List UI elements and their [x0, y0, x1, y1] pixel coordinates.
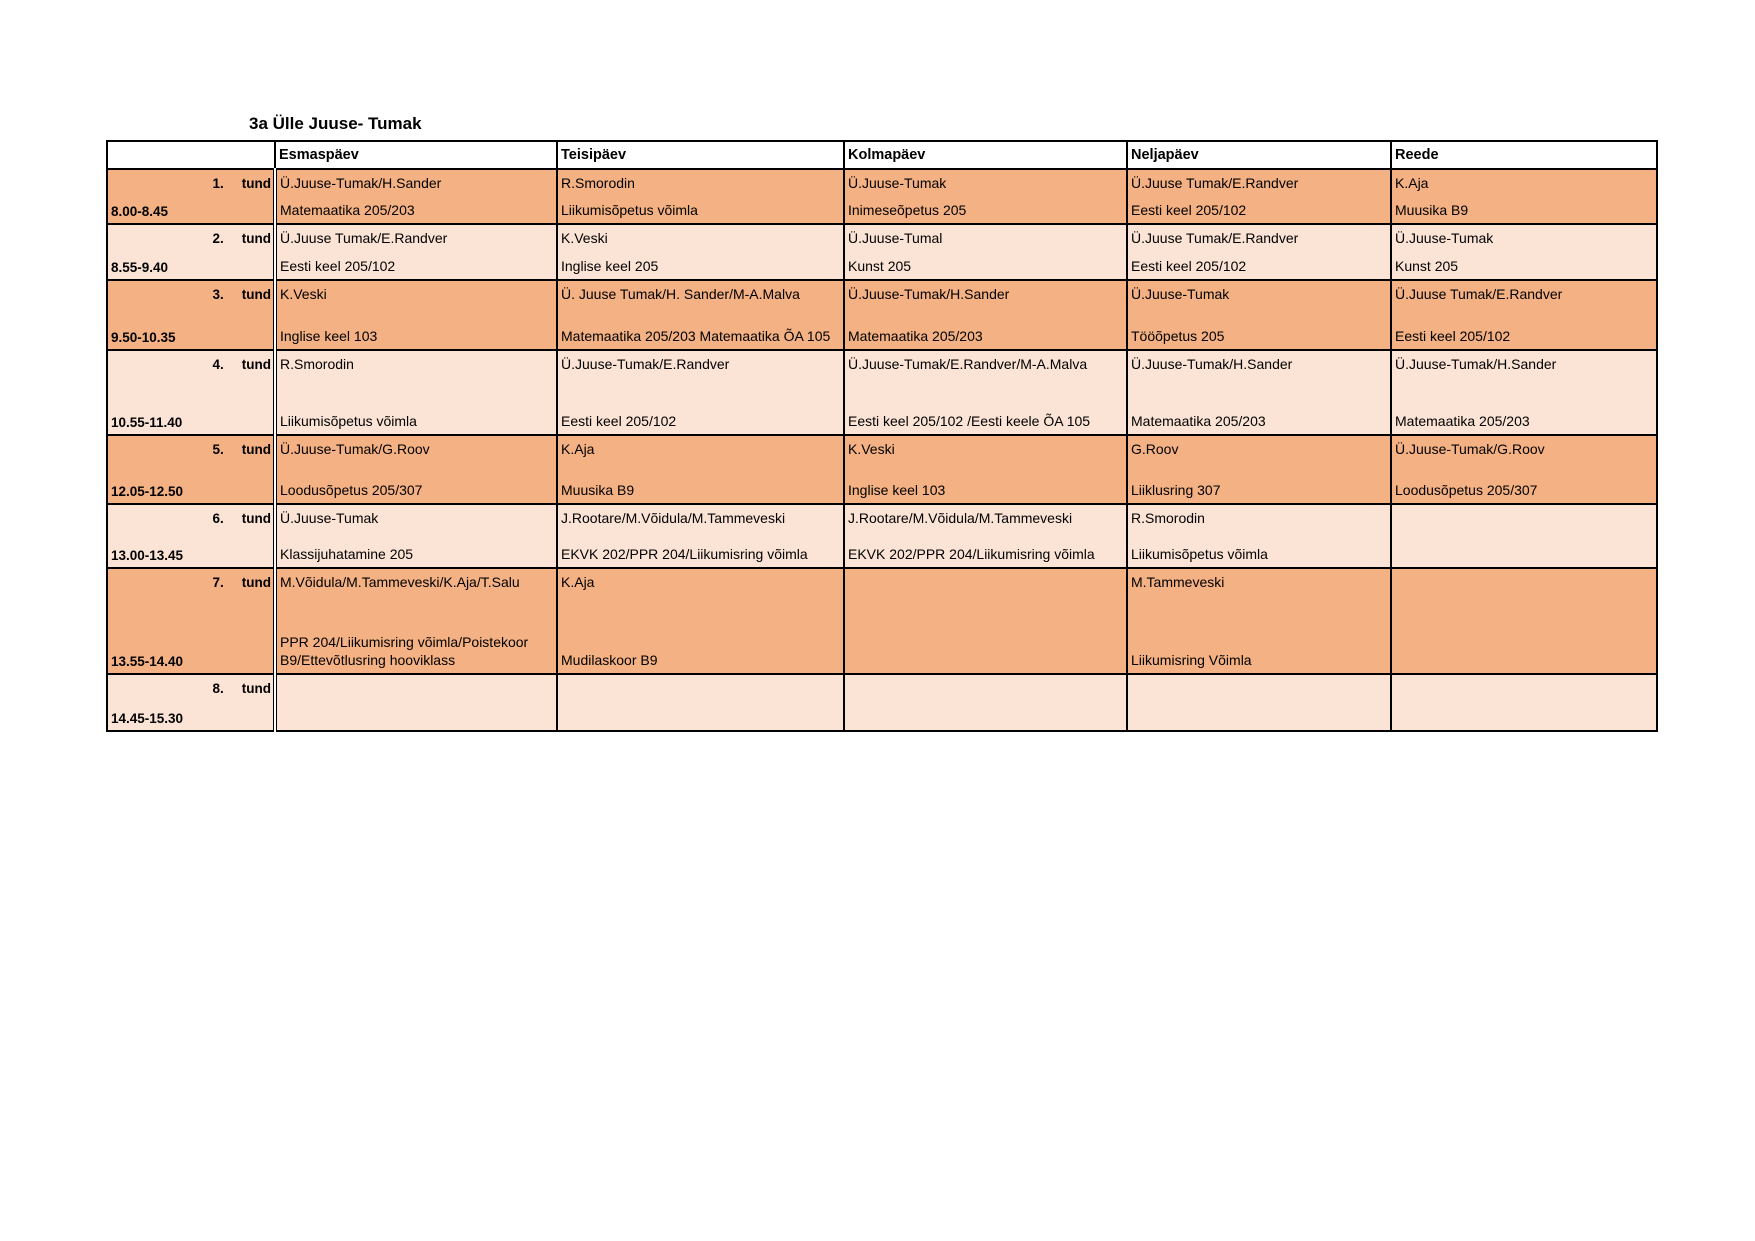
lesson-cell — [844, 169, 1127, 224]
lesson-cell-content — [1392, 569, 1656, 673]
teacher-name: K.Veski — [561, 230, 608, 246]
teacher-name: Ü.Juuse Tumak/E.Randver — [280, 230, 448, 246]
lesson-cell-content — [1392, 281, 1656, 349]
lesson-cell-content — [558, 281, 843, 349]
lesson-cell — [1391, 350, 1657, 435]
lesson-cell — [1391, 504, 1657, 568]
lesson-cell-content — [558, 436, 843, 503]
lesson-time: 12.05-12.50 — [111, 484, 184, 499]
subject-room: Loodusõpetus 205/307 — [1395, 481, 1538, 498]
subject-room: Eesti keel 205/102 — [1131, 257, 1247, 274]
subject-room: Klassijuhatamine 205 — [280, 545, 414, 562]
subject-room: Liikumisõpetus võimla — [280, 412, 417, 429]
lesson-label-cell — [107, 350, 275, 435]
teacher-name: Ü.Juuse-Tumak/H.Sander — [1131, 356, 1293, 372]
lesson-cell — [1127, 674, 1391, 731]
schedule-body — [107, 169, 1657, 731]
teacher-name: Ü.Juuse-Tumak/H.Sander — [280, 175, 442, 191]
lesson-cell-content — [558, 170, 843, 223]
lesson-cell-content — [1128, 436, 1390, 503]
lesson-cell-content — [277, 436, 556, 503]
lesson-cell-content — [845, 569, 1126, 673]
teacher-name: G.Roov — [1131, 441, 1179, 457]
subject-room: Eesti keel 205/102 — [280, 257, 396, 274]
subject-room: Eesti keel 205/102 — [561, 412, 677, 429]
lesson-cell — [557, 568, 844, 674]
lesson-cell-content — [1128, 569, 1390, 673]
lesson-label-cell — [107, 435, 275, 504]
lesson-cell-content — [1128, 170, 1390, 223]
lesson-number-value: 2. — [212, 231, 224, 246]
teacher-name: K.Aja — [561, 574, 595, 590]
lesson-cell-content — [277, 505, 556, 567]
lesson-number — [212, 442, 271, 457]
lesson-number — [212, 287, 271, 302]
lesson-row — [107, 674, 1657, 731]
lesson-cell-content — [1392, 675, 1656, 730]
header-day: Teisipäev — [557, 141, 844, 169]
header-day: Neljapäev — [1127, 141, 1391, 169]
lesson-cell-content — [1128, 351, 1390, 434]
page-title: 3a Ülle Juuse- Tumak — [249, 114, 422, 133]
teacher-name: Ü.Juuse-Tumak/G.Roov — [1395, 441, 1545, 457]
subject-room: Liikumisõpetus võimla — [1131, 545, 1268, 562]
lesson-number — [212, 357, 271, 372]
lesson-cell — [1391, 169, 1657, 224]
lesson-cell-content — [558, 569, 843, 673]
teacher-name: Ü.Juuse-Tumak — [848, 175, 947, 191]
lesson-number — [212, 231, 271, 246]
lesson-cell-content — [1392, 170, 1656, 223]
lesson-cell-content — [845, 675, 1126, 730]
lesson-cell-content — [277, 569, 556, 673]
lesson-label-cell — [107, 280, 275, 350]
lesson-cell-content — [558, 351, 843, 434]
lesson-cell-content — [1392, 436, 1656, 503]
lesson-time: 14.45-15.30 — [111, 711, 184, 726]
subject-room: Eesti keel 205/102 — [1395, 327, 1511, 344]
header-day: Kolmapäev — [844, 141, 1127, 169]
subject-room: Inglise keel 205 — [561, 257, 659, 274]
lesson-cell-content — [558, 675, 843, 730]
teacher-name: Ü.Juuse-Tumal — [848, 230, 943, 246]
lesson-cell-content — [1392, 505, 1656, 567]
lesson-cell-content — [845, 351, 1126, 434]
teacher-name: K.Veski — [280, 286, 327, 302]
header-day: Reede — [1391, 141, 1657, 169]
teacher-name: R.Smorodin — [280, 356, 354, 372]
teacher-name: K.Aja — [561, 441, 595, 457]
teacher-name: Ü.Juuse-Tumak — [1395, 230, 1494, 246]
lesson-time: 10.55-11.40 — [111, 415, 183, 430]
lesson-unit: tund — [241, 287, 271, 302]
lesson-cell — [275, 504, 557, 568]
teacher-name: M.Tammeveski — [1131, 574, 1225, 590]
teacher-name: Ü.Juuse-Tumak — [1131, 286, 1230, 302]
lesson-cell — [844, 435, 1127, 504]
lesson-cell-content — [277, 675, 556, 730]
lesson-cell — [557, 169, 844, 224]
lesson-number — [212, 575, 271, 590]
lesson-cell-content — [1128, 675, 1390, 730]
lesson-cell-content — [558, 225, 843, 279]
teacher-name: Ü.Juuse Tumak/E.Randver — [1131, 230, 1299, 246]
lesson-cell — [1391, 568, 1657, 674]
lesson-row — [107, 504, 1657, 568]
subject-room: Liikumisring Võimla — [1131, 651, 1252, 668]
lesson-unit: tund — [241, 442, 271, 457]
teacher-name: Ü.Juuse-Tumak/E.Randver — [561, 356, 730, 372]
lesson-cell — [1127, 169, 1391, 224]
lesson-cell — [1127, 435, 1391, 504]
teacher-name: Ü.Juuse Tumak/E.Randver — [1131, 175, 1299, 191]
lesson-cell-content — [1128, 281, 1390, 349]
lesson-number-value: 7. — [212, 575, 224, 590]
lesson-cell-content — [1392, 351, 1656, 434]
subject-room: Kunst 205 — [1395, 257, 1459, 274]
header-corner — [107, 141, 275, 169]
lesson-cell — [844, 280, 1127, 350]
lesson-cell — [275, 350, 557, 435]
lesson-cell — [557, 350, 844, 435]
lesson-cell — [1127, 504, 1391, 568]
schedule-table — [106, 140, 1658, 732]
subject-room: Loodusõpetus 205/307 — [280, 481, 423, 498]
lesson-cell-content — [845, 281, 1126, 349]
subject-room: Inimeseõpetus 205 — [848, 201, 967, 218]
lesson-cell — [557, 280, 844, 350]
lesson-cell-content — [1128, 505, 1390, 567]
lesson-cell — [844, 350, 1127, 435]
lesson-cell-content — [277, 225, 556, 279]
subject-room: Eesti keel 205/102 /Eesti keele ÕA 105 — [848, 412, 1091, 429]
lesson-cell — [557, 504, 844, 568]
lesson-cell-content — [1392, 225, 1656, 279]
subject-room: Matemaatika 205/203 — [1395, 412, 1530, 429]
lesson-cell-content — [845, 170, 1126, 223]
lesson-unit: tund — [241, 681, 271, 696]
lesson-cell — [275, 674, 557, 731]
lesson-number — [212, 176, 271, 191]
subject-room: Matemaatika 205/203 — [280, 201, 415, 218]
lesson-cell-content — [845, 505, 1126, 567]
lesson-time: 13.00-13.45 — [111, 548, 184, 563]
lesson-number-value: 1. — [212, 176, 224, 191]
teacher-name: Ü.Juuse Tumak/E.Randver — [1395, 286, 1563, 302]
lesson-time: 13.55-14.40 — [111, 654, 184, 669]
lesson-number-value: 4. — [212, 357, 224, 372]
subject-room: EKVK 202/PPR 204/Liikumisring võimla — [561, 545, 808, 562]
subject-room: Inglise keel 103 — [280, 327, 378, 344]
lesson-unit: tund — [241, 231, 271, 246]
lesson-cell — [1127, 224, 1391, 280]
lesson-cell-content — [845, 436, 1126, 503]
lesson-cell — [1127, 568, 1391, 674]
lesson-time: 9.50-10.35 — [111, 330, 176, 345]
lesson-row — [107, 169, 1657, 224]
lesson-number-value: 6. — [212, 511, 224, 526]
lesson-unit: tund — [241, 176, 271, 191]
lesson-cell — [1127, 350, 1391, 435]
lesson-number-value: 5. — [212, 442, 224, 457]
lesson-number — [212, 511, 271, 526]
lesson-cell — [844, 674, 1127, 731]
lesson-cell — [1391, 224, 1657, 280]
lesson-unit: tund — [241, 575, 271, 590]
lesson-cell-content — [277, 170, 556, 223]
lesson-cell — [275, 169, 557, 224]
lesson-number-value: 3. — [212, 287, 224, 302]
header-day: Esmaspäev — [275, 141, 557, 169]
subject-room: Mudilaskoor B9 — [561, 651, 658, 668]
lesson-cell — [275, 280, 557, 350]
lesson-cell-content — [558, 505, 843, 567]
subject-room: Muusika B9 — [561, 481, 635, 498]
lesson-number — [212, 681, 271, 696]
teacher-name: R.Smorodin — [1131, 510, 1205, 526]
lesson-cell — [1127, 280, 1391, 350]
teacher-name: Ü.Juuse-Tumak/H.Sander — [848, 286, 1010, 302]
lesson-unit: tund — [241, 357, 271, 372]
lesson-cell — [1391, 435, 1657, 504]
lesson-row — [107, 435, 1657, 504]
subject-room: Matemaatika 205/203 — [1131, 412, 1266, 429]
lesson-cell — [557, 224, 844, 280]
lesson-cell — [1391, 280, 1657, 350]
lesson-number-value: 8. — [212, 681, 224, 696]
lesson-cell — [557, 674, 844, 731]
teacher-name: J.Rootare/M.Võidula/M.Tammeveski — [848, 510, 1073, 526]
subject-room: Liikumisõpetus võimla — [561, 201, 698, 218]
lesson-label-cell — [107, 674, 275, 731]
lesson-row — [107, 224, 1657, 280]
lesson-cell — [275, 435, 557, 504]
lesson-row — [107, 280, 1657, 350]
lesson-cell-content — [845, 225, 1126, 279]
subject-room: EKVK 202/PPR 204/Liikumisring võimla — [848, 545, 1095, 562]
lesson-cell — [275, 568, 557, 674]
lesson-unit: tund — [241, 511, 271, 526]
subject-room: Liiklusring 307 — [1131, 481, 1221, 498]
teacher-name: Ü.Juuse-Tumak — [280, 510, 379, 526]
teacher-name: K.Aja — [1395, 175, 1429, 191]
lesson-cell-content — [277, 351, 556, 434]
subject-room: PPR 204/Liikumisring võimla/Poistekoor B9/Ettevõtlusring hooviklass — [280, 634, 529, 668]
subject-room: Muusika B9 — [1395, 201, 1469, 218]
lesson-cell — [844, 568, 1127, 674]
lesson-label-cell — [107, 169, 275, 224]
subject-room: Matemaatika 205/203 Matemaatika ÕA 105 — [561, 327, 831, 344]
teacher-name: R.Smorodin — [561, 175, 635, 191]
teacher-name: Ü.Juuse-Tumak/G.Roov — [280, 441, 430, 457]
teacher-name: Ü. Juuse Tumak/H. Sander/M-A.Malva — [561, 286, 800, 302]
teacher-name: Ü.Juuse-Tumak/H.Sander — [1395, 356, 1557, 372]
lesson-row — [107, 350, 1657, 435]
teacher-name: J.Rootare/M.Võidula/M.Tammeveski — [561, 510, 786, 526]
lesson-cell-content — [1128, 225, 1390, 279]
lesson-label-cell — [107, 504, 275, 568]
lesson-label-cell — [107, 224, 275, 280]
lesson-cell — [844, 504, 1127, 568]
lesson-cell — [557, 435, 844, 504]
subject-room: Tööõpetus 205 — [1131, 327, 1225, 344]
subject-room: Matemaatika 205/203 — [848, 327, 983, 344]
teacher-name: K.Veski — [848, 441, 895, 457]
lesson-cell — [275, 224, 557, 280]
subject-room: Inglise keel 103 — [848, 481, 946, 498]
lesson-cell — [844, 224, 1127, 280]
lesson-time: 8.55-9.40 — [111, 260, 169, 275]
lesson-cell-content — [277, 281, 556, 349]
lesson-label-cell — [107, 568, 275, 674]
teacher-name: Ü.Juuse-Tumak/E.Randver/M-A.Malva — [848, 356, 1088, 372]
teacher-name: M.Võidula/M.Tammeveski/K.Aja/T.Salu — [280, 574, 520, 590]
lesson-cell — [1391, 674, 1657, 731]
subject-room: Kunst 205 — [848, 257, 912, 274]
subject-room: Eesti keel 205/102 — [1131, 201, 1247, 218]
lesson-row — [107, 568, 1657, 674]
lesson-time: 8.00-8.45 — [111, 204, 169, 219]
header-row — [107, 141, 1657, 169]
